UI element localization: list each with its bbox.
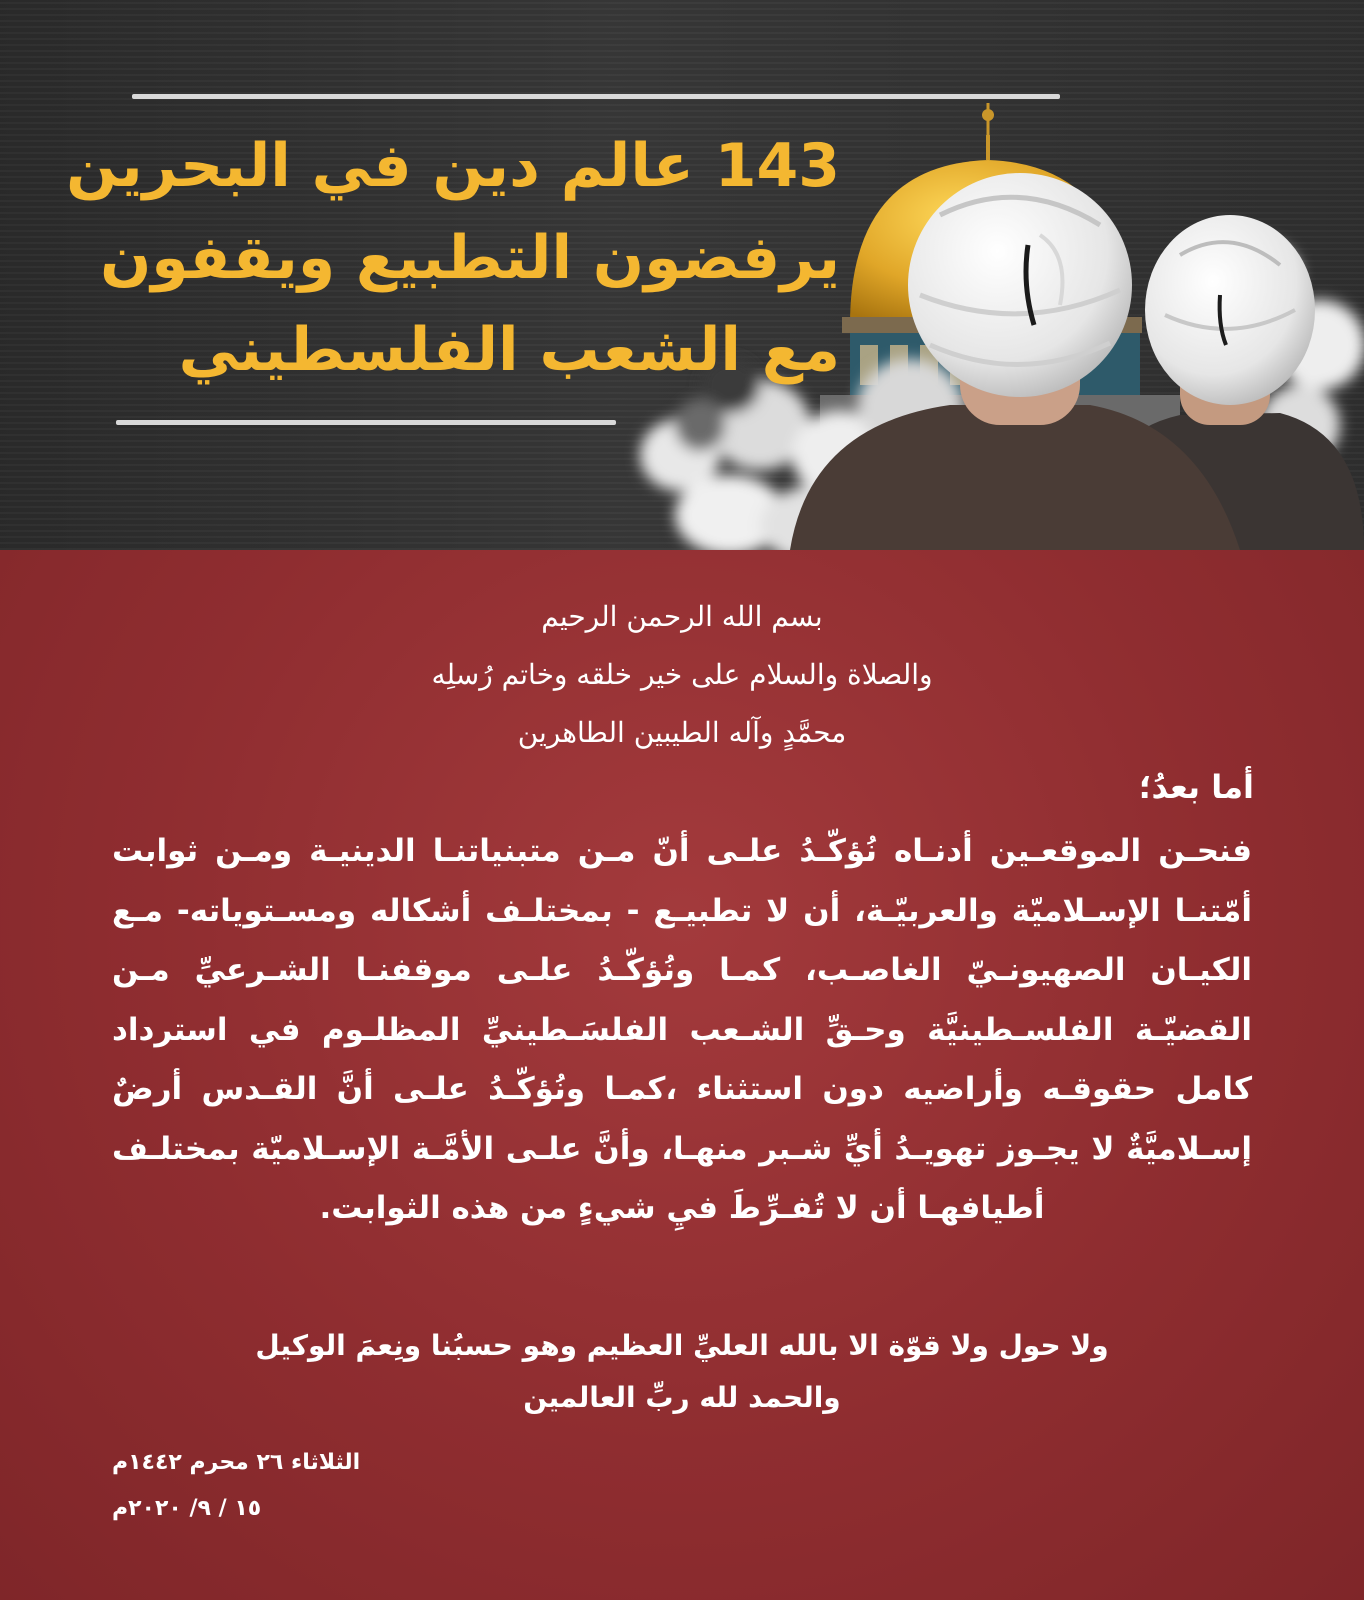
date-gregorian: ١٥ / ٩/ ٢٠٢٠م [112,1496,262,1521]
bottom-divider [116,420,616,425]
greeting-line-3: محمَّدٍ وآله الطيبين الطاهرين [517,716,847,749]
closing-line-1: ولا حول ولا قوّة الا بالله العليِّ العظيم وهو حسبُنا ونِعمَ الوكيل [255,1329,1109,1362]
date-hijri: الثلاثاء ٢٦ محرم ١٤٤٢م [112,1450,361,1475]
header-banner [0,0,1364,550]
headline [66,120,840,396]
headline-line-2: يرفضون التطبيع ويقفون [100,223,840,293]
statement-panel [0,550,1364,1600]
statement-body: فنحـن الموقعـين أدنـاه نُؤكّـدُ علـى أنّ مـن متبنياتنـا الدينيـة ومـن ثوابت أمّتنـا الإسـلاميّة والعربيّـة، أن لا تطبيـع - بمختلـف أشكاله ومسـتوياته- مـع الكيـان الصهيونـيّ الغاصـب، كمـا ونُؤكّـدُ علـى موقفنـا الشـرعيِّ مـن القضيّـة الفلسـطينيَّة وحـقِّ الشـعب الفلسَـطينيِّ المظلـوم في استرداد كامل حقوقـه وأراضيه دون استثناء ،كمـا ونُؤكّـدُ علـى أنَّ القـدس أرضٌ إسـلاميَّةٌ لا يجـوز تهويـدُ أيِّ شـبر منهـا، وأنَّ علـى الأمَّـة الإسـلاميّة بمختلـف أطيافهـا أن لا تُفـرِّطَ فيِ شيءٍ من هذه الثوابت. [112,833,1252,1226]
closing-line-2: والحمد لله ربِّ العالمين [523,1381,841,1414]
headline-line-3: مع الشعب الفلسطيني [178,315,840,385]
greeting-line-1: بسم الله الرحمن الرحيم [541,600,823,633]
opening-greeting [0,588,1364,762]
salutation: أما بعدُ؛ [1138,768,1254,806]
closing-lines [0,1320,1364,1424]
headline-line-1: 143 عالم دين في البحرين [66,131,840,201]
greeting-line-2: والصلاة والسلام على خير خلقه وخاتم رُسلِه [431,658,933,691]
